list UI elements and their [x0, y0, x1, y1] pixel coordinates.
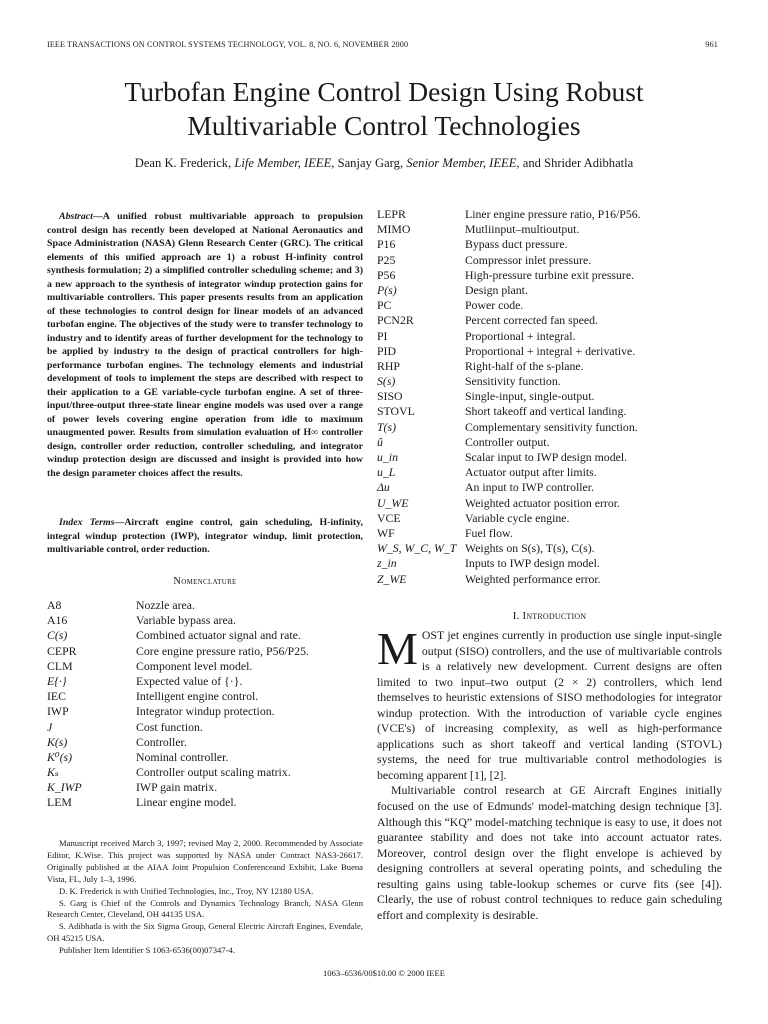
intro-paragraph-2: Multivariable control research at GE Aircraft Engines initially focused on the use of Edmunds' model-matching design technique [3]. Although this “KQ” model-matching technique is easy to use, it does not guarantee stability and does not take into account actuator rates. Moreover, control design over the flight envelope is achieved by designing controllers at several operating points, and scheduling the resulting gains using table-lookup schemes or curve fits (see [4]). Clearly, the use of robust control techniques to reduce gain scheduling effort and complexity is desirable. [377, 783, 722, 922]
nomenclature-entry [47, 780, 363, 795]
nomenclature-definition: Weights on S(s), T(s), C(s). [465, 541, 595, 556]
nomenclature-entry [47, 628, 363, 643]
nomenclature-definition: Core engine pressure ratio, P56/P25. [136, 643, 309, 658]
nomenclature-symbol: STOVL [377, 404, 415, 419]
nomenclature-symbol: LEPR [377, 207, 406, 221]
nomenclature-definition: Scalar input to IWP design model. [465, 450, 628, 464]
nomenclature-definition: Integrator windup protection. [136, 704, 275, 719]
nomenclature-entry [47, 795, 363, 810]
nomenclature-entry [47, 704, 363, 719]
nomenclature-symbol: RHP [377, 358, 400, 373]
nomenclature-entry [377, 511, 722, 526]
nomenclature-heading: Nomenclature [173, 576, 237, 587]
nomenclature-entry [377, 237, 722, 252]
nomenclature-definition: Fuel flow. [465, 525, 513, 540]
author-1-name: Dean K. Frederick, [134, 156, 232, 170]
nomenclature-symbol: MIMO [377, 222, 411, 237]
nomenclature-definition: Design plant. [465, 282, 528, 297]
nomenclature-symbol: Δu [377, 480, 390, 495]
nomenclature-entry [377, 556, 722, 571]
nomenclature-entry [377, 572, 722, 587]
nomenclature-entry [47, 735, 363, 750]
index-terms-label: Index Terms [59, 517, 115, 528]
nomenclature-definition: Proportional + integral. [465, 328, 576, 343]
nomenclature-definition: Variable bypass area. [136, 613, 236, 628]
nomenclature-definition: Nozzle area. [136, 598, 195, 612]
nomenclature-entry [377, 496, 722, 511]
nomenclature-entry [377, 329, 722, 344]
footnote: Publisher Item Identifier S 1063-6536(00)07347-4. [59, 945, 235, 956]
introduction-heading: I. Introduction [512, 610, 587, 622]
nomenclature-symbol: CLM [47, 658, 73, 673]
nomenclature-symbol: u_L [377, 465, 396, 480]
nomenclature-definition: Combined actuator signal and rate. [136, 628, 301, 643]
nomenclature-symbol: C(s) [47, 628, 68, 643]
title-line-1: Turbofan Engine Control Design Using Robust [124, 76, 644, 107]
nomenclature-symbol: PCN2R [377, 313, 414, 328]
author-2-affiliation: Senior Member, IEEE, [406, 156, 520, 170]
author-1-affiliation: Life Member, IEEE, [234, 156, 335, 170]
nomenclature-entry [377, 374, 722, 389]
nomenclature-list-right [377, 207, 722, 587]
nomenclature-definition: Cost function. [136, 719, 203, 734]
nomenclature-definition: Bypass duct pressure. [465, 237, 568, 252]
index-terms-text: —Aircraft engine control, gain scheduling, H-infinity, integral windup protection (IWP), integrator windup, limit protection, multivariable control, order reduction. [47, 517, 363, 555]
nomenclature-definition: Mutliinput–multioutput. [465, 222, 580, 237]
abstract [47, 210, 363, 480]
nomenclature-symbol: z_in [377, 556, 397, 571]
nomenclature-definition: Nominal controller. [136, 749, 229, 764]
nomenclature-entry [377, 222, 722, 237]
nomenclature-symbol: LEM [47, 795, 72, 810]
nomenclature-symbol: A16 [47, 613, 68, 628]
nomenclature-definition: Variable cycle engine. [465, 510, 570, 525]
nomenclature-definition: Complementary sensitivity function. [465, 419, 638, 434]
nomenclature-entry [47, 598, 363, 613]
nomenclature-symbol: A8 [47, 598, 62, 612]
nomenclature-entry [377, 283, 722, 298]
nomenclature-entry [377, 344, 722, 359]
journal-name: IEEE TRANSACTIONS ON CONTROL SYSTEMS TECHNOLOGY, VOL. 8, NO. 6, NOVEMBER 2000 [47, 40, 409, 49]
nomenclature-definition: Inputs to IWP design model. [465, 556, 600, 571]
nomenclature-symbol: PID [377, 343, 397, 358]
nomenclature-definition: Liner engine pressure ratio, P16/P56. [465, 207, 641, 221]
nomenclature-symbol: P(s) [377, 282, 397, 297]
nomenclature-entry [377, 450, 722, 465]
nomenclature-definition: Weighted performance error. [465, 571, 601, 586]
nomenclature-entry [377, 480, 722, 495]
nomenclature-entry [47, 644, 363, 659]
nomenclature-definition: Component level model. [136, 658, 253, 673]
nomenclature-symbol: u_in [377, 450, 398, 464]
nomenclature-entry [377, 541, 722, 556]
nomenclature-symbol: K_IWP [47, 780, 82, 795]
intro-paragraph-1 [377, 623, 722, 783]
nomenclature-symbol: IWP [47, 704, 69, 719]
nomenclature-entry [47, 720, 363, 735]
nomenclature-symbol: K⁰(s) [47, 749, 73, 764]
nomenclature-entry [47, 689, 363, 704]
nomenclature-definition: Actuator output after limits. [465, 465, 597, 480]
nomenclature-definition: Proportional + integral + derivative. [465, 343, 636, 358]
nomenclature-symbol: P16 [377, 237, 396, 252]
nomenclature-symbol: J [47, 719, 53, 734]
nomenclature-definition: Linear engine model. [136, 795, 237, 810]
nomenclature-symbol: VCE [377, 510, 401, 525]
nomenclature-definition: Controller output. [465, 434, 550, 449]
nomenclature-symbol: PC [377, 298, 392, 313]
nomenclature-definition: Short takeoff and vertical landing. [465, 404, 627, 419]
nomenclature-symbol: U_WE [377, 495, 409, 510]
nomenclature-definition: Single-input, single-output. [465, 389, 595, 404]
running-head [47, 40, 718, 54]
nomenclature-definition: Expected value of {·}. [136, 673, 243, 688]
nomenclature-entry [377, 359, 722, 374]
abstract-text: —A unified robust multivariable approach to propulsion control design has recently been developed at National Aeronautics and Space Administration (NASA) Glenn Research Center (GRC). The critical elements of this unified approach are 1) a robust H-infinity control synthesis formulation; 2) a simplified controller scheduling scheme; and 3) a new approach to the synthesis of integrator windup protection gains for multivariable controllers. This paper presents results from an application of these technologies to control design for linear models of an advanced turbofan engine. The objectives of the study were to transfer technology to industry and to identify areas of further development for the technology to be applied by industry to the design of practical controllers for high-performance turbofan engines. The technology elements and industrial development of tools to implement the steps are described with respect to their application to a GE variable-cycle turbofan engine. A set of three-input/three-output three-state linear engine models was used over a range of power levels covering engine operation from idle to maximum unaugmented power. Results from simulation evaluation of H∞ controller design, controller order reduction, controller scheduling, and integrator windup protection design are discussed and insight is provided into how the design parameter choices affect the results. [47, 211, 363, 479]
nomenclature-entry [377, 526, 722, 541]
nomenclature-symbol: P25 [377, 252, 396, 267]
nomenclature-symbol: W_S, W_C, W_T [377, 541, 457, 556]
nomenclature-symbol: Z_WE [377, 571, 407, 586]
footnote: S. Garg is Chief of the Controls and Dynamics Technology Branch, NASA Glenn Research Center, Cleveland, OH 44135 USA. [47, 897, 363, 920]
intro-paragraph-1-text: OST jet engines currently in production use single input-single output (SISO) controllers, and the use of multivariable controls is a relatively new development. Current designs are often limited to two input–two output (2 × 2) controllers, which lend themselves to heuristic extensions of SISO methodologies for integrator windup protection. With the introduction of variable cycle engines (VCE's) of increasing complexity, as well as high-performance applications such as short takeoff and vertical landing (STOVL) systems, the need for true multivariable control methodologies is becoming apparent [1], [2]. [377, 628, 722, 782]
footnote: D. K. Frederick is with Unified Technologies, Inc., Troy, NY 12180 USA. [59, 885, 314, 896]
author-3-name: and Shrider Adibhatla [522, 156, 634, 170]
nomenclature-definition: Weighted actuator position error. [465, 495, 620, 510]
footnotes [47, 838, 363, 957]
nomenclature-entry [377, 420, 722, 435]
nomenclature-entry [377, 268, 722, 283]
footnote: S. Adibhatla is with the Six Sigma Group, General Electric Aircraft Engines, Evendale, OH 45215 USA. [47, 921, 363, 944]
nomenclature-entry [377, 313, 722, 328]
title-line-2: Multivariable Control Technologies [187, 110, 581, 141]
nomenclature-definition: Intelligent engine control. [136, 689, 259, 704]
nomenclature-definition: Sensitivity function. [465, 374, 561, 389]
nomenclature-entry [377, 389, 722, 404]
nomenclature-symbol: SISO [377, 389, 403, 404]
nomenclature-entry [47, 750, 363, 765]
author-line [40, 155, 728, 171]
nomenclature-definition: Right-half of the s-plane. [465, 358, 584, 373]
nomenclature-symbol: IEC [47, 689, 67, 704]
nomenclature-symbol: CEPR [47, 643, 77, 658]
page-number: 961 [705, 40, 718, 49]
footnote: Manuscript received March 3, 1997; revised May 2, 2000. Recommended by Associate Editor, K.Wise. This project was supported by NASA under Contract NAS3-26617. Originally published at the AIAA Joint Propulsion Conferenceand Exhibit, Lake Buena Vista, FL, July 1–3, 1996. [47, 838, 363, 884]
nomenclature-entry [47, 613, 363, 628]
nomenclature-definition: Compressor inlet pressure. [465, 252, 592, 267]
nomenclature-definition: IWP gain matrix. [136, 780, 218, 795]
nomenclature-entry [47, 674, 363, 689]
nomenclature-entry [377, 298, 722, 313]
nomenclature-list-left [47, 598, 363, 811]
nomenclature-entry [377, 435, 722, 450]
nomenclature-entry [377, 253, 722, 268]
paper-title [40, 75, 728, 143]
nomenclature-symbol: û [377, 434, 383, 449]
nomenclature-symbol: S(s) [377, 374, 396, 389]
nomenclature-symbol: WF [377, 525, 395, 540]
nomenclature-symbol: PI [377, 328, 388, 343]
nomenclature-symbol: Kₛ [47, 765, 59, 780]
nomenclature-entry [377, 465, 722, 480]
drop-cap: M [377, 623, 418, 674]
nomenclature-definition: High-pressure turbine exit pressure. [465, 267, 635, 282]
index-terms [47, 516, 363, 557]
nomenclature-definition: Power code. [465, 298, 524, 313]
nomenclature-entry [377, 207, 722, 222]
introduction-body [377, 623, 722, 923]
nomenclature-definition: An input to IWP controller. [465, 480, 594, 495]
nomenclature-symbol: E{·} [47, 673, 67, 688]
nomenclature-symbol: T(s) [377, 419, 397, 434]
nomenclature-definition: Percent corrected fan speed. [465, 313, 598, 328]
abstract-label: Abstract [59, 211, 93, 222]
copyright-line: 1063–6536/00$10.00 © 2000 IEEE [322, 968, 446, 978]
nomenclature-entry [47, 659, 363, 674]
nomenclature-symbol: K(s) [47, 734, 68, 749]
nomenclature-entry [47, 765, 363, 780]
nomenclature-definition: Controller output scaling matrix. [136, 765, 291, 780]
author-2-name: Sanjay Garg, [337, 156, 404, 170]
nomenclature-entry [377, 404, 722, 419]
nomenclature-symbol: P56 [377, 267, 396, 282]
nomenclature-definition: Controller. [136, 734, 187, 749]
